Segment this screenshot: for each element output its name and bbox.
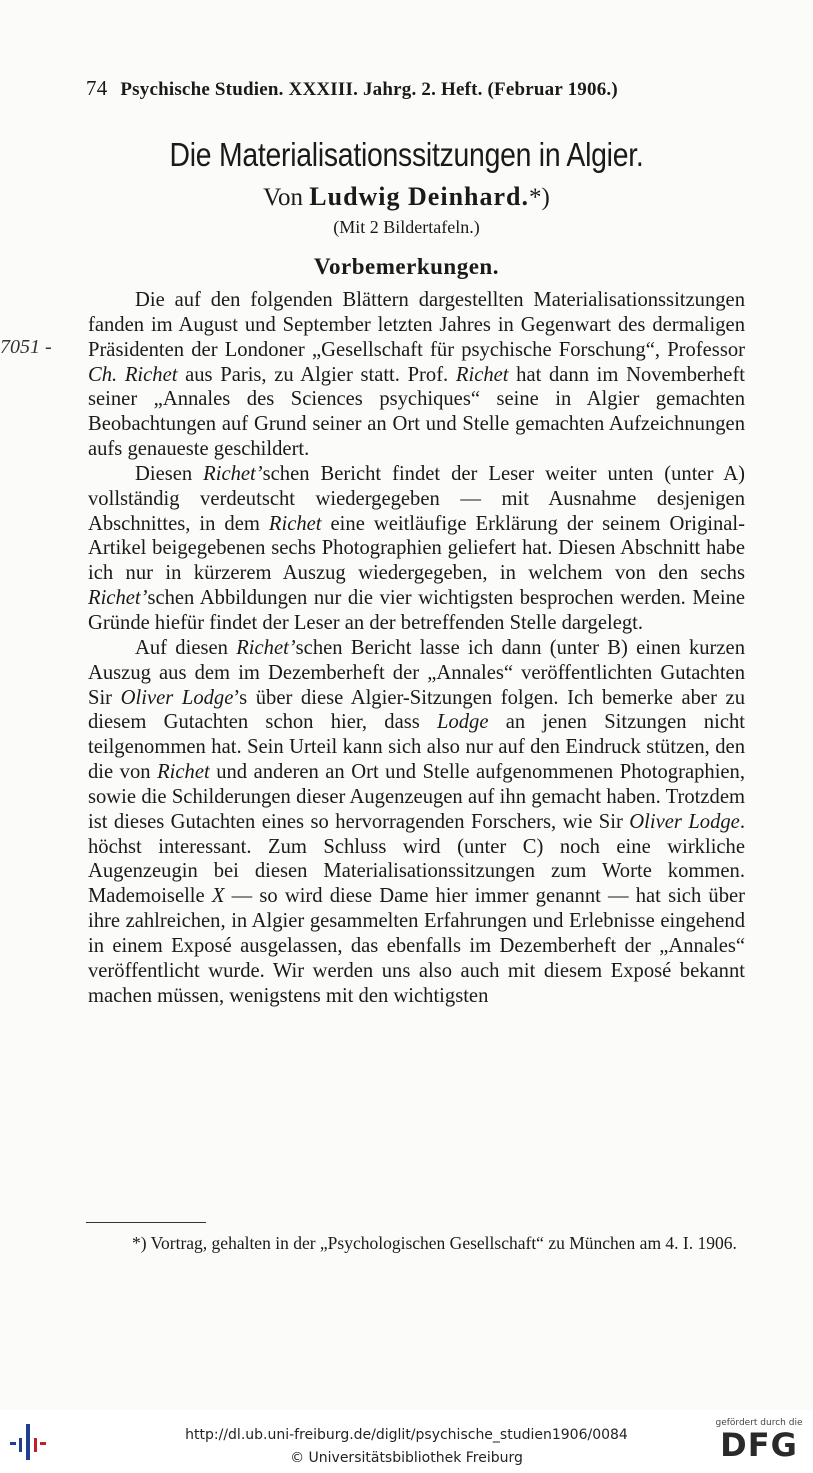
article-title: Die Materialisationssitzungen in Algier.: [169, 136, 644, 173]
footnote-rule: [86, 1222, 206, 1223]
byline: [0, 182, 813, 212]
section-heading: Vorbemerkungen.: [314, 254, 499, 279]
byline-prefix: Von: [263, 184, 304, 211]
running-header: [86, 76, 736, 101]
paragraph: Auf diesen Richet’schen Bericht lasse ich dann (unter B) einen kurzen Auszug aus dem im Dezemberheft der „Annales“ veröffentlichten Gutachten Sir Oliver Lodge’s über diese Algier-Sitzungen folgen. Ich bemerke aber zu diesem Gutachten schon hier, dass Lodge an jenen Sitzungen nicht teilgenommen hat. Sein Urteil kann sich also nur auf den Eindruck stützen, den die von Richet und anderen an Ort und Stelle aufgenommenen Photographien, sowie die Schilderungen dieser Augenzeugen auf ihn gemacht haben. Trotzdem ist dieses Gutachten eines so hervorragenden Forschers, wie Sir Oliver Lodge. höchst interessant. Zum Schluss wird (unter C) noch eine wirkliche Augenzeugin bei diesen Materialisationssitzungen zum Worte kommen. Mademoiselle X — so wird diese Dame hier immer genannt — hat sich über ihre zahlreichen, in Algier gesammelten Erfahrungen und Erlebnisse eingehend in einem Exposé ausgelassen, das ebenfalls im Dezemberheft der „Annales“ veröffentlicht wurde. Wir werden uns also auch mit diesem Exposé bekannt machen müssen, wenigstens mit den wichtigsten: [88, 636, 745, 1007]
footnote-marker: *): [529, 184, 550, 211]
running-title: Psychische Studien. XXXIII. Jahrg. 2. Heft. (Februar 1906.): [120, 79, 618, 100]
author-name: Ludwig Deinhard.: [309, 182, 529, 211]
dfg-logo: [713, 1418, 805, 1468]
page-number: 74: [86, 76, 108, 100]
page-url[interactable]: http://dl.ub.uni-freiburg.de/diglit/psychische_studien1906/0084: [185, 1427, 628, 1443]
copyright-notice: © Universitätsbibliothek Freiburg: [290, 1450, 523, 1466]
article-body: [88, 288, 745, 1008]
paragraph: Die auf den folgenden Blättern dargestellten Materialisationssitzungen fanden im August und September letzten Jahres in Gegenwart des dermaligen Präsidenten der Londoner „Gesellschaft für psychische Forschung“, Professor Ch. Richet aus Paris, zu Algier statt. Prof. Richet hat dann im Novemberheft seiner „Annales des Sciences psychiques“ seine in Algier gemachten Beobachtungen auf Grund seiner an Ort und Stelle gemachten Aufzeichnungen aufs genaueste geschildert.: [88, 289, 746, 461]
plates-note: (Mit 2 Bildertafeln.): [333, 217, 480, 237]
paragraph: Diesen Richet’schen Bericht findet der Leser weiter unten (unter A) vollständig verdeutscht wiedergegeben — mit Ausnahme desjenigen Abschnittes, in dem Richet eine weitläufige Erklärung der seinem Original-Artikel beigegebenen sechs Photographien geliefert hat. Diesen Abschnitt habe ich nur in kürzerem Auszug wiedergegeben, in welchem von den sechs Richet’schen Abbildungen nur die vier wichtigsten besprochen werden. Meine Gründe hiefür findet der Leser an der betreffenden Stelle dargelegt.: [88, 462, 745, 634]
dfg-logo-text: DFG: [720, 1426, 798, 1464]
viewer-footer: [0, 1410, 813, 1473]
footnote: *) Vortrag, gehalten in der „Psychologischen Gesellschaft“ zu München am 4. I. 1906.: [132, 1233, 737, 1253]
margin-annotation: 7051 -: [0, 336, 52, 358]
dfg-caption: gefördert durch die: [715, 1418, 803, 1428]
